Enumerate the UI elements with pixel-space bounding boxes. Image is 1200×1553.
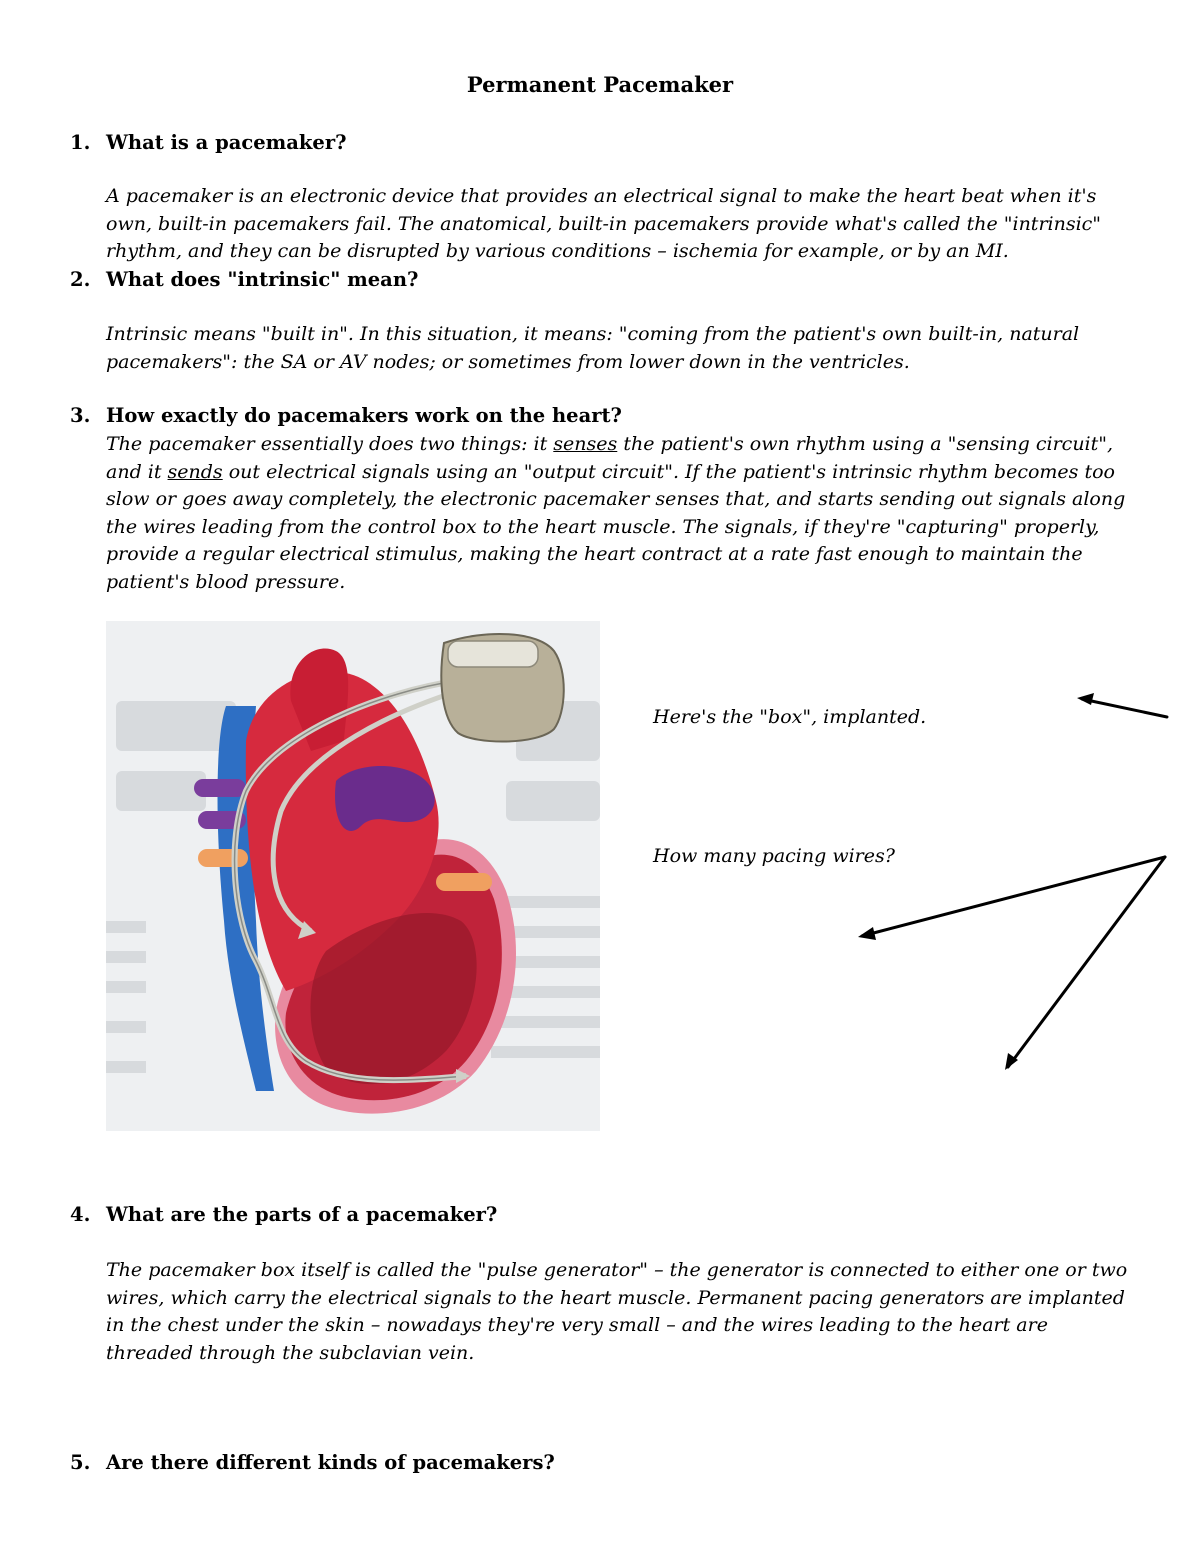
answer-1	[106, 183, 1136, 266]
answer-line: wires, which carry the electrical signals to the heart muscle. Permanent pacing generators are implanted	[106, 1286, 1125, 1309]
answer-line: The pacemaker essentially does two things: it senses the patient's own rhythm using a "sensing circuit",	[106, 433, 1114, 455]
answer-line: rhythm, and they can be disrupted by various conditions – ischemia for example, or by an MI.	[106, 240, 1009, 262]
question-number: 3.	[70, 404, 91, 427]
answer-line: A pacemaker is an electronic device that provides an electrical signal to make the heart beat when it's	[106, 185, 1097, 207]
answer-line: threaded through the subclavian vein.	[106, 1341, 475, 1364]
arrowhead-icon	[1077, 693, 1094, 705]
question-4	[70, 1203, 497, 1226]
question-3	[70, 404, 622, 427]
answer-2	[106, 321, 1136, 376]
question-number: 2.	[70, 268, 91, 291]
pacemaker-heart-illustration	[106, 621, 600, 1131]
question-1	[70, 131, 347, 154]
answer-4	[106, 1257, 1136, 1367]
question-text: Are there different kinds of pacemakers?	[106, 1451, 555, 1474]
emphasis-senses: senses	[553, 433, 618, 455]
answer-line: own, built-in pacemakers fail. The anatomical, built-in pacemakers provide what's called the "intrinsic"	[106, 212, 1102, 235]
question-number: 1.	[70, 131, 91, 154]
arrowhead-icon	[1005, 1053, 1018, 1070]
answer-line: the wires leading from the control box to the heart muscle. The signals, if they're "capturing" properly,	[106, 515, 1100, 538]
question-2	[70, 268, 418, 291]
answer-line: provide a regular electrical stimulus, making the heart contract at a rate fast enough to maintain the	[106, 543, 1083, 565]
arrow-wire-2	[1008, 857, 1165, 1067]
caption-box-implanted: Here's the "box", implanted.	[653, 706, 927, 728]
emphasis-sends: sends	[167, 460, 223, 483]
answer-line: in the chest under the skin – nowadays they're very small – and the wires leading to the heart are	[106, 1314, 1048, 1336]
arrowhead-icon	[858, 927, 876, 940]
question-5	[70, 1451, 555, 1474]
page-title: Permanent Pacemaker	[466, 72, 734, 97]
answer-line: The pacemaker box itself is called the "pulse generator" – the generator is connected to either one or two	[106, 1259, 1128, 1281]
question-number: 5.	[70, 1451, 91, 1474]
question-text: What are the parts of a pacemaker?	[106, 1203, 498, 1226]
arrow-wire-1	[862, 857, 1165, 936]
caption-pacing-wires: How many pacing wires?	[653, 845, 895, 867]
answer-line: patient's blood pressure.	[106, 570, 346, 593]
question-text: How exactly do pacemakers work on the heart?	[106, 404, 622, 427]
question-number: 4.	[70, 1203, 91, 1226]
answer-line: pacemakers": the SA or AV nodes; or sometimes from lower down in the ventricles.	[106, 350, 910, 373]
arrow-to-box	[1082, 699, 1167, 717]
heart-diagram-svg	[106, 621, 600, 1131]
answer-line: and it sends out electrical signals using an "output circuit". If the patient's intrinsic rhythm becomes too	[106, 460, 1115, 483]
answer-line: Intrinsic means "built in". In this situation, it means: "coming from the patient's own built-in, natural	[106, 323, 1080, 345]
question-text: What does "intrinsic" mean?	[106, 268, 419, 291]
question-text: What is a pacemaker?	[106, 131, 347, 154]
answer-3	[106, 431, 1136, 596]
answer-line: slow or goes away completely, the electronic pacemaker senses that, and starts sending out signals along	[106, 488, 1126, 510]
